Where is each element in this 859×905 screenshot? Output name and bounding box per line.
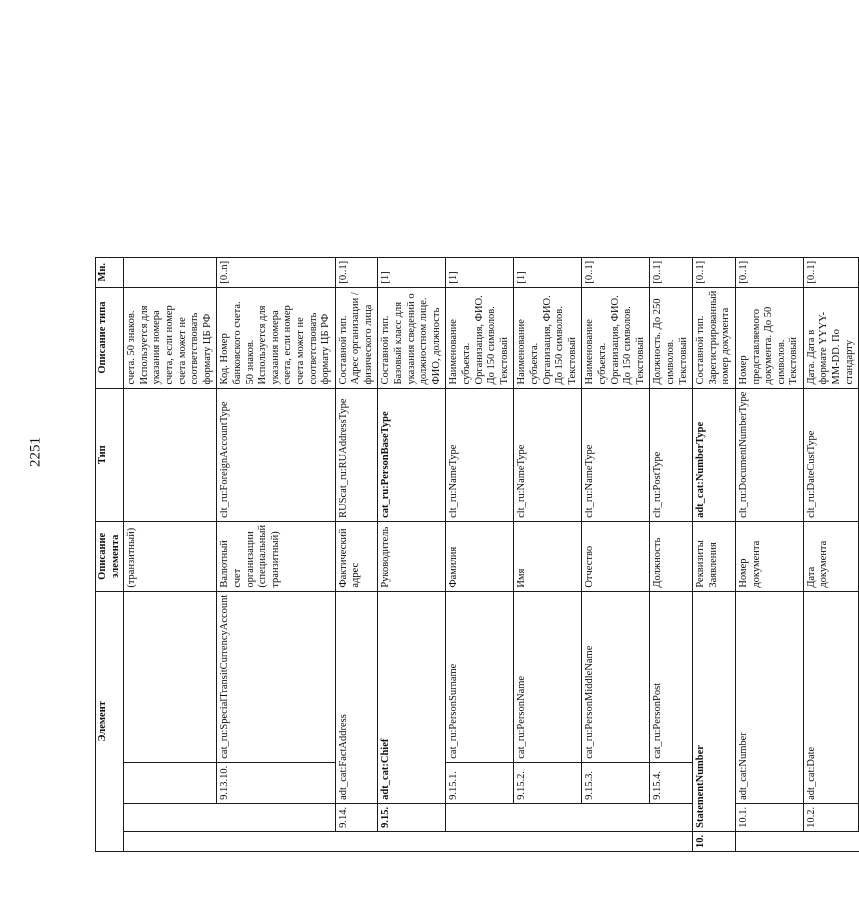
table-row <box>378 257 446 851</box>
cell-type-desc: Код. Номер банковского счета. 50 знаков. Используется для указания номера счета, если номер счета может не соответствовать формату ЦБ РФ <box>217 287 335 388</box>
cell-type-desc: Составной тип. Адрес организации / физического лица <box>335 287 378 388</box>
table-header-row <box>96 257 124 851</box>
cell-num: 10.2. <box>803 803 858 831</box>
header-type-desc: Описание типа <box>96 287 124 388</box>
cell-element-desc: (транзитный) <box>124 521 217 591</box>
cell-mult: [0..1] <box>693 257 736 287</box>
table-row <box>735 257 803 851</box>
table-row <box>693 257 736 851</box>
cell-type-desc: счета. 50 знаков. Используется для указания номера счета, если номер счета может не соответствовать формату ЦБ РФ <box>124 287 217 388</box>
cell-type-desc: Наименование субъекта. Организация, ФИО. До 150 символов. Текстовый <box>582 287 650 388</box>
cell-type: adt_cat:NumberType <box>693 388 736 521</box>
table-row <box>650 257 693 851</box>
cell-name: StatementNumber <box>693 591 736 831</box>
cell-mult: [0..1] <box>735 257 803 287</box>
table-row <box>446 257 514 851</box>
cell-element-desc: Отчество <box>582 521 650 591</box>
cell-name: cat_ru:PersonSurname <box>446 591 514 762</box>
table-row <box>514 257 582 851</box>
cell-type: clt_ru:PostType <box>650 388 693 521</box>
cell-type-desc: Наименование субъекта. Организация, ФИО. До 150 символов. Текстовый <box>446 287 514 388</box>
cell-element-desc: Фактический адрес <box>335 521 378 591</box>
cell-type: clt_ru:ForeignAccountType <box>217 388 335 521</box>
cell-name: adt_cat:Date <box>803 591 858 803</box>
cell-type-desc: Должность. До 250 символов. Текстовый <box>650 287 693 388</box>
rotated-table-wrapper <box>95 257 859 852</box>
page-number: 2251 <box>27 437 44 467</box>
table-row <box>803 257 858 851</box>
cell-num: 9.15.2. <box>514 762 582 803</box>
cell-type: clt_ru:DocumentNumberType <box>735 388 803 521</box>
cell-element-desc: Дата документа <box>803 521 858 591</box>
cell-mult: [1] <box>446 257 514 287</box>
cell-mult: [0..1] <box>335 257 378 287</box>
cell-type-desc: Составной тип. Зарегистрированный номер документа <box>693 287 736 388</box>
cell-type: RUScat_ru:RUAddressType <box>335 388 378 521</box>
cell-element-desc: Имя <box>514 521 582 591</box>
table-row <box>124 257 217 851</box>
cell-num: 9.15. <box>378 803 446 831</box>
cell-element-desc: Руководитель <box>378 521 446 591</box>
cell-mult: [0..n] <box>217 257 335 287</box>
cell-type: clt_ru:NameType <box>582 388 650 521</box>
header-element-desc: Описание элемента <box>96 521 124 591</box>
header-mult: Мн. <box>96 257 124 287</box>
cell-type-desc: Дата. Дата в формате YYYY-MM-DD. По стандарту <box>803 287 858 388</box>
cell-type-desc: Наименование субъекта. Организация, ФИО. До 150 символов. Текстовый <box>514 287 582 388</box>
cell-num: 10.1. <box>735 803 803 831</box>
cell-element-desc: Фамилия <box>446 521 514 591</box>
table-row <box>582 257 650 851</box>
cell-num: 10. <box>693 831 736 851</box>
cell-name: cat_ru:PersonMiddleName <box>582 591 650 762</box>
cell-num: 9.15.4. <box>650 762 693 803</box>
cell-num: 9.15.3. <box>582 762 650 803</box>
cell-type: clt_ru:DateCustType <box>803 388 858 521</box>
cell-type-desc: Номер представляемого документа. До 50 символов. Текстовый <box>735 287 803 388</box>
cell-name: cat_ru:SpecialTransitCurrencyAccount <box>217 591 335 762</box>
cell-type-desc: Составной тип. Базовый класс для указания сведений о должностном лице. ФИО, должность <box>378 287 446 388</box>
spec-table <box>95 257 859 852</box>
cell-type: cat_ru:PersonBaseType <box>378 388 446 521</box>
cell-element-desc: Реквизиты Заявления <box>693 521 736 591</box>
cell-name: adt_cat:FactAddress <box>335 591 378 803</box>
table-row <box>217 257 335 851</box>
cell-mult: [0..1] <box>803 257 858 287</box>
cell-name: adt_cat:Number <box>735 591 803 803</box>
cell-num: 9.14. <box>335 803 378 831</box>
cell-type: clt_ru:NameType <box>446 388 514 521</box>
cell-element-desc: Должность <box>650 521 693 591</box>
cell-num: 9.13.10. <box>217 762 335 803</box>
cell-mult: [1] <box>514 257 582 287</box>
cell-element-desc: Валютный счет организации (специальный транзитный) <box>217 521 335 591</box>
cell-name: adt_cat:Chief <box>378 591 446 803</box>
cell-name: cat_ru:PersonPost <box>650 591 693 762</box>
cell-num: 9.15.1. <box>446 762 514 803</box>
cell-element-desc: Номер документа <box>735 521 803 591</box>
header-type: Тип <box>96 388 124 521</box>
cell-name: cat_ru:PersonName <box>514 591 582 762</box>
cell-mult: [0..1] <box>650 257 693 287</box>
header-element: Элемент <box>96 591 124 851</box>
cell-type: clt_ru:NameType <box>514 388 582 521</box>
cell-mult: [1] <box>378 257 446 287</box>
cell-mult: [0..1] <box>582 257 650 287</box>
table-row <box>335 257 378 851</box>
